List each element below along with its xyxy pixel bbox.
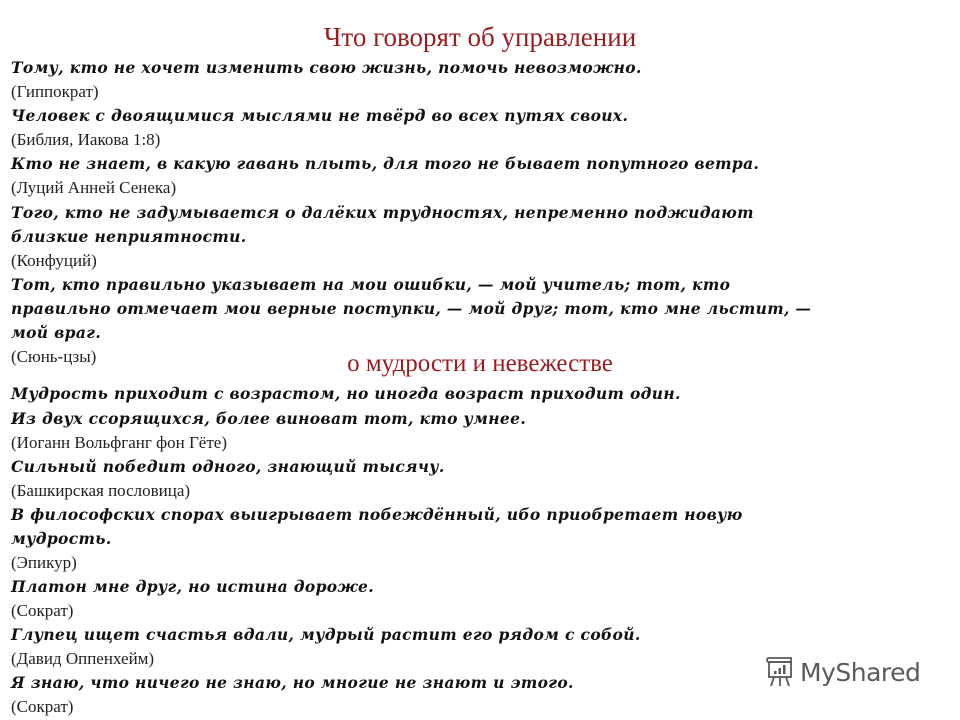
quote-line: мудрость. — [11, 529, 112, 548]
quote-author: (Сократ) — [11, 697, 74, 716]
section-title-management: Что говорят об управлении — [323, 22, 637, 52]
quote-line: Из двух ссорящихся, более виноват тот, кто умнее. — [11, 409, 527, 428]
quote-line: Того, кто не задумывается о далёких трудностях, непременно поджидают — [11, 203, 754, 222]
quote-line: Тому, кто не хочет изменить свою жизнь, помочь невозможно. — [11, 58, 642, 77]
quote-line: правильно отмечает мои верные поступки, — мой друг; тот, кто мне льстит, — — [11, 299, 812, 318]
quote-line: Тот, кто правильно указывает на мои ошибки, — мой учитель; тот, кто — [11, 275, 731, 294]
section-title-wisdom: о мудрости и невежестве — [347, 350, 613, 377]
quote-author: (Иоганн Вольфганг фон Гёте) — [11, 433, 227, 452]
quote-line: Мудрость приходит с возрастом, но иногда возраст приходит один. — [11, 384, 681, 403]
quote-author: (Сюнь-цзы) — [11, 347, 97, 366]
quote-line: мой враг. — [11, 323, 102, 342]
quote-line: Человек с двоящимися мыслями не твёрд во всех путях своих. — [11, 106, 629, 125]
quote-line: Сильный победит одного, знающий тысячу. — [11, 457, 445, 476]
quote-author: (Сократ) — [11, 601, 74, 620]
quote-line: Я знаю, что ничего не знаю, но многие не знают и этого. — [11, 673, 574, 692]
presentation-board-icon — [766, 655, 794, 689]
quote-line: В философских спорах выигрывает побеждённый, ибо приобретает новую — [11, 505, 743, 524]
quote-author: (Давид Оппенхейм) — [11, 649, 155, 668]
quote-author: (Библия, Иакова 1:8) — [11, 130, 161, 149]
quote-line: близкие неприятности. — [11, 227, 247, 246]
watermark-text: MyShared — [800, 657, 921, 687]
quote-line: Глупец ищет счастья вдали, мудрый растит его рядом с собой. — [11, 625, 641, 644]
quote-author: (Гиппократ) — [11, 82, 99, 101]
quote-author: (Луций Анней Сенека) — [11, 178, 177, 197]
quote-author: (Конфуций) — [11, 251, 97, 270]
quote-line: Кто не знает, в какую гавань плыть, для того не бывает попутного ветра. — [11, 154, 760, 173]
quote-author: (Эпикур) — [11, 553, 77, 572]
quote-line: Платон мне друг, но истина дороже. — [11, 577, 374, 596]
myshared-watermark — [766, 652, 920, 692]
quote-author: (Башкирская пословица) — [11, 481, 191, 500]
